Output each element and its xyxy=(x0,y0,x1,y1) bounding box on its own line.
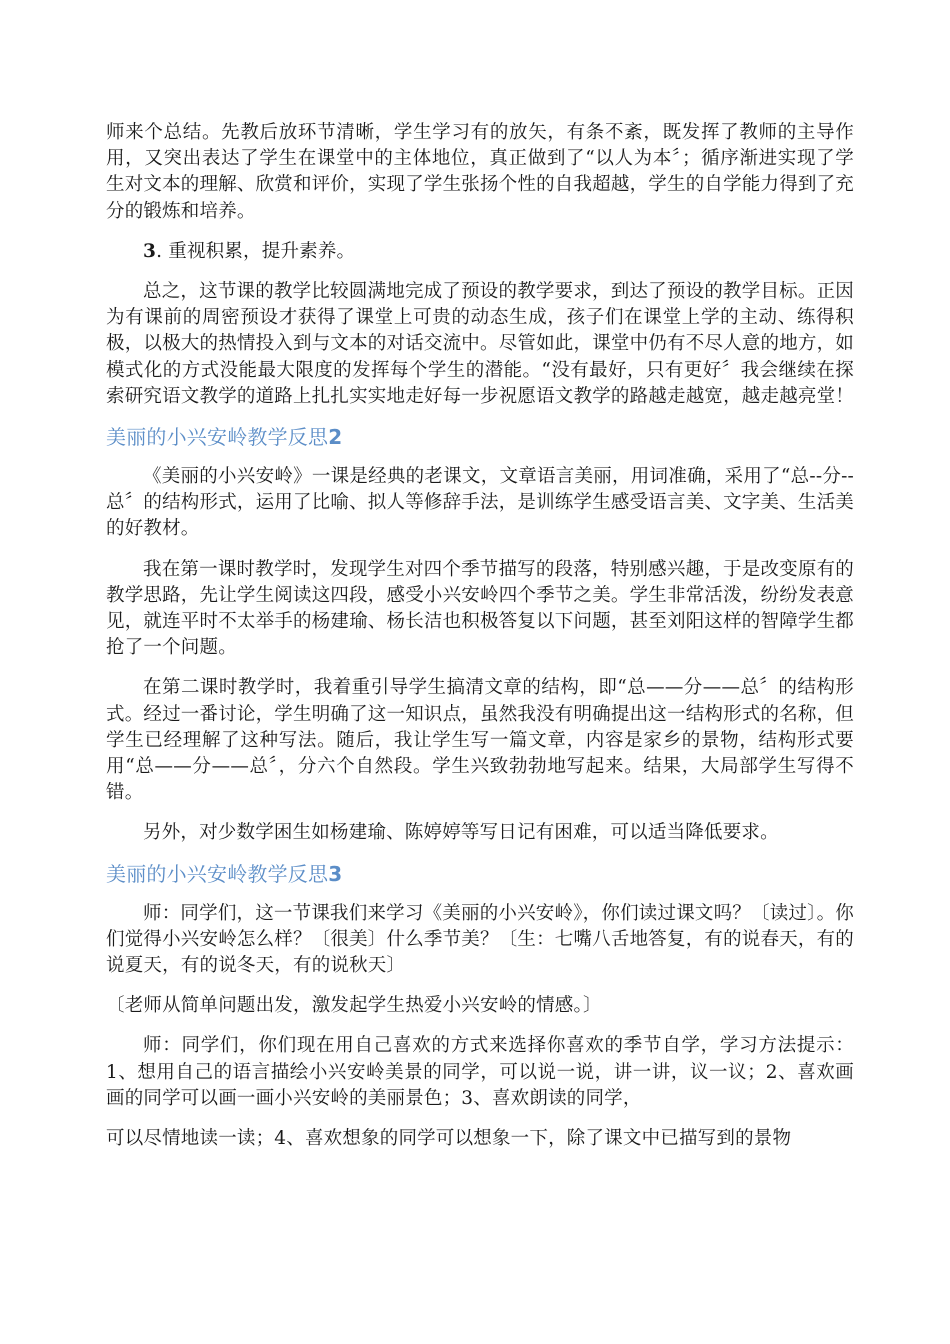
section-2-paragraph-3: 在第二课时教学时，我着重引导学生搞清文章的结构，即“总——分——总〞的结构形式。经过一番讨论，学生明确了这一知识点，虽然我没有明确提出这一结构形式的名称，但学生已经理解了这种写法。随后，我让学生写一篇文章，内容是家乡的景物，结构形式要用“总——分——总〞，分六个自然段。学生兴致勃勃地写起来。结果，大局部学生写得不错。 xyxy=(106,677,855,804)
point-3-number: 3 xyxy=(143,240,157,262)
section-2-title: 美丽的小兴安岭教学反思 xyxy=(106,425,329,450)
section-2-paragraph-4: 另外，对少数学困生如杨建瑜、陈婷婷等写日记有困难，可以适当降低要求。 xyxy=(143,822,779,844)
point-3-text: . 重视积累，提升素养。 xyxy=(156,240,356,262)
point-3 xyxy=(106,239,854,265)
section-2-paragraph-1: 《美丽的小兴安岭》一课是经典的老课文，文章语言美丽，用词准确，采用了“总--分--总〞的结构形式，运用了比喻、拟人等修辞手法，是训练学生感受语言美、文字美、生活美的好教材。 xyxy=(106,466,855,540)
section-3-heading xyxy=(106,859,854,889)
summary-paragraph: 总之，这节课的教学比较圆满地完成了预设的教学要求，到达了预设的教学目标。正因为有课前的周密预设才获得了课堂上可贵的动态生成，孩子们在课堂上学的主动、练得积极，以极大的热情投入到与文本的对话交流中。尽管如此，课堂中仍有不尽人意的地方，如模式化的方式没能最大限度的发挥每个学生的潜能。“没有最好，只有更好〞我会继续在探索研究语文教学的道路上扎扎实实地走好每一步祝愿语文教学的路越走越宽，越走越亮堂！ xyxy=(106,281,855,407)
section-3-paragraph-1: 师：同学们，这一节课我们来学习《美丽的小兴安岭》，你们读过课文吗？〔读过〕。你们觉得小兴安岭怎么样？〔很美〕什么季节美？〔生：七嘴八舌地答复，有的说春天，有的说夏天，有的说冬天，有的说秋天〕 xyxy=(106,902,855,977)
section-3-title: 美丽的小兴安岭教学反思 xyxy=(106,861,329,886)
section-3-paragraph-3: 可以尽情地读一读；4、喜欢想象的同学可以想象一下，除了课文中已描写到的景物 xyxy=(106,1128,792,1150)
section-3-number: 3 xyxy=(328,861,343,886)
paragraph-continuation: 师来个总结。先教后放环节清晰，学生学习有的放矢，有条不紊，既发挥了教师的主导作用，又突出表达了学生在课堂中的主体地位，真正做到了“以人为本〞；循序渐进实现了学生对文本的理解、欣赏和评价，实现了学生张扬个性的自我超越，学生的自学能力得到了充分的锻炼和培养。 xyxy=(106,122,855,222)
document-page xyxy=(106,120,854,1152)
section-3-note: 〔老师从简单问题出发，激发起学生热爱小兴安岭的情感。〕 xyxy=(106,995,602,1017)
section-3-paragraph-2: 师：同学们，你们现在用自己喜欢的方式来选择你喜欢的季节自学，学习方法提示：1、想用自己的语言描绘小兴安岭美景的同学，可以说一说，讲一讲，议一议；2、喜欢画画的同学可以画一画小兴安岭的美丽景色；3、喜欢朗读的同学， xyxy=(106,1035,854,1109)
section-2-number: 2 xyxy=(328,425,343,450)
section-2-paragraph-2: 我在第一课时教学时，发现学生对四个季节描写的段落，特别感兴趣，于是改变原有的教学思路，先让学生阅读这四段，感受小兴安岭四个季节之美。学生非常活泼，纷纷发表意见，就连平时不太举手的杨建瑜、杨长洁也积极答复以下问题，甚至刘阳这样的智障学生都抢了一个问题。 xyxy=(106,558,855,659)
section-2-heading xyxy=(106,422,854,452)
